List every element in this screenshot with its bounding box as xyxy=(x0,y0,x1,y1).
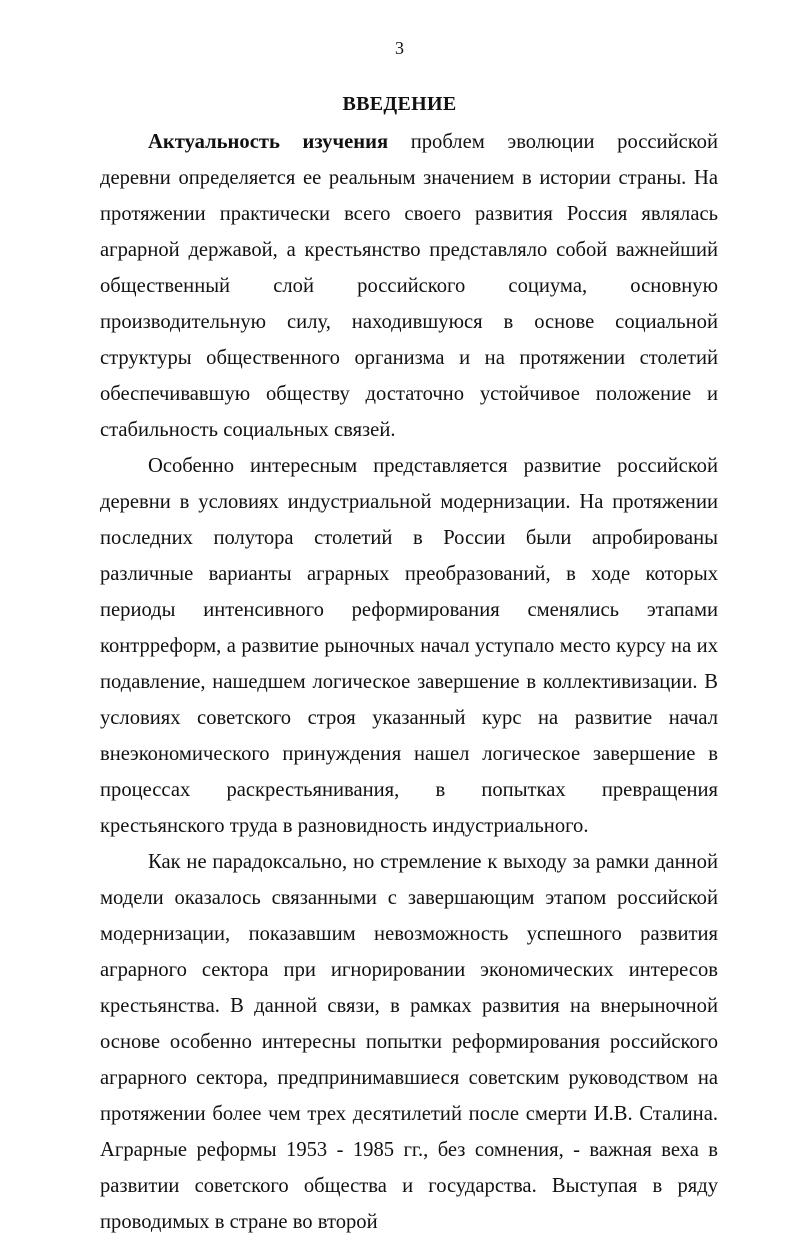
paragraph-3-text: Как не парадоксально, но стремление к выходу за рамки данной модели оказалось связанными с завершающим этапом российской модернизации, показавшим невозможность успешного развития аграрного сектора при игнорировании экономических интересов крестьянства. В данной связи, в рамках развития на внерыночной основе особенно интересны попытки реформирования российского аграрного сектора, предпринимавшиеся советским руководством на протяжении более чем трех десятилетий после смерти И.В. Сталина. Аграрные реформы 1953 - 1985 гг., без сомнения, - важная веха в развитии советского общества и государства. Выступая в ряду проводимых в стране во второй xyxy=(100,851,718,1233)
paragraph-1 xyxy=(100,124,718,448)
paragraph-1-lead: Актуальность изучения xyxy=(148,131,389,153)
paragraph-1-text: проблем эволюции российской деревни определяется ее реальным значением в истории страны. На протяжении практически всего своего развития Россия являлась аграрной державой, а крестьянство представляло собой важнейший общественный слой российского социума, основную производительную силу, находившуюся в основе социальной структуры общественного организма и на протяжении столетий обеспечивавшую обществу достаточно устойчивое положение и стабильность социальных связей. xyxy=(100,131,718,441)
page-number: 3 xyxy=(395,38,404,58)
paragraph-2-text: Особенно интересным представляется развитие российской деревни в условиях индустриальной модернизации. На протяжении последних полутора столетий в России были апробированы различные варианты аграрных преобразований, в ходе которых периоды интенсивного реформирования сменялись этапами контрреформ, а развитие рыночных начал уступало место курсу на их подавление, нашедшем логическое завершение в коллективизации. В условиях советского строя указанный курс на развитие начал внеэкономического принуждения нашел логическое завершение в процессах раскрестьянивания, в попытках превращения крестьянского труда в разновидность индустриального. xyxy=(100,455,718,837)
paragraph-3 xyxy=(100,844,718,1240)
section-heading: ВВЕДЕНИЕ xyxy=(342,93,457,115)
body-text xyxy=(100,124,718,1240)
paragraph-2 xyxy=(100,448,718,844)
